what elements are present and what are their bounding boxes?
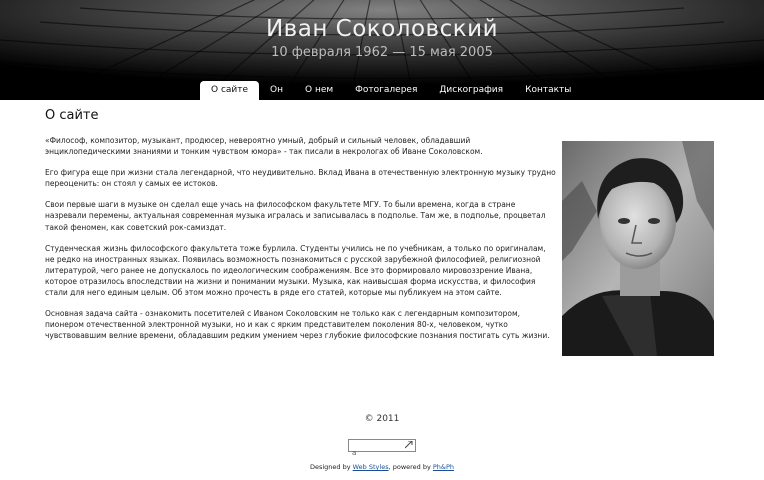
paragraph-site-purpose: Основная задача сайта - ознакомить посетителей с Иваном Соколовским не только как с легендарным композитором, пионером отечественной электронной музыки, но и как с ярким представителем поколения 80-х, человеком, чутко чувствовавшим велние времени, обладавшим редким умением через глубокие философские познания постигать суть жизни. xyxy=(45,309,550,341)
search-box xyxy=(348,439,416,452)
nav-item-discography[interactable]: Дискография xyxy=(439,85,504,95)
credits-middle: , powered by xyxy=(388,463,433,471)
footer-credits xyxy=(0,463,764,471)
nav-item-about-him[interactable]: О нем xyxy=(305,85,334,95)
arrow-icon[interactable] xyxy=(405,441,413,449)
web-styles-link[interactable]: Web Styles xyxy=(352,463,389,471)
main-navigation xyxy=(200,81,582,100)
nav-item-photo-gallery[interactable]: Фотогалерея xyxy=(355,85,418,95)
copyright-text: © 2011 xyxy=(364,414,400,424)
site-dates: 10 февраля 1962 — 15 мая 2005 xyxy=(271,45,493,60)
search-input[interactable] xyxy=(349,448,404,459)
phph-link[interactable]: Ph&Ph xyxy=(432,463,455,471)
page-title: О сайте xyxy=(45,108,99,123)
article-text xyxy=(45,135,557,351)
credits-prefix: Designed by xyxy=(309,463,353,471)
paragraph-first-steps: Свои первые шаги в музыке он сделал еще учась на философском факультете МГУ. То были времена, когда в стране назревали перемены, актуальная современная музыка игралась и записывалась в подполье. Там же, в подполье, процветал такой феномен, как советский рок-самиздат. xyxy=(45,200,546,232)
nav-item-he[interactable]: Он xyxy=(270,85,284,95)
portrait-image xyxy=(562,141,714,356)
paragraph-quote: «Философ, композитор, музыкант, продюсер, невероятно умный, добрый и сильный человек, обладавший энциклопедическими знаниями и тонким чувством юмора» - так писали в некрологах об Иване Соколовском. xyxy=(45,136,483,157)
portrait-photo xyxy=(562,141,714,356)
paragraph-student-life: Студенческая жизнь философского факультета тоже бурлила. Студенты учились не по учебникам, а только по оригиналам, не редко на иностранных языках. Появилась возможность познакомиться с русской зарубежной философией, религиозной литературой, чего ранее не допускалось по идеологическим соображениям. Все это формировало мировоззрение Ивана, которое отразилось впоследствии на жизни и понимании музыки. Музыка, как наивысшая форма искусства, и философия стали для него единым целым. Об этом можно прочесть в ряде его статей, которые мы публикуем на этом сайте. xyxy=(45,243,546,298)
site-title: Иван Соколовский xyxy=(265,16,499,42)
paragraph-legend: Его фигура еще при жизни стала легендарной, что неудивительно. Вклад Ивана в отечественную электронную музыку трудно переоценить: он стоял у самых ее истоков. xyxy=(45,168,556,189)
nav-item-about-site[interactable]: О сайте xyxy=(200,81,259,100)
site-header xyxy=(0,0,764,100)
nav-item-contacts[interactable]: Контакты xyxy=(525,85,572,95)
